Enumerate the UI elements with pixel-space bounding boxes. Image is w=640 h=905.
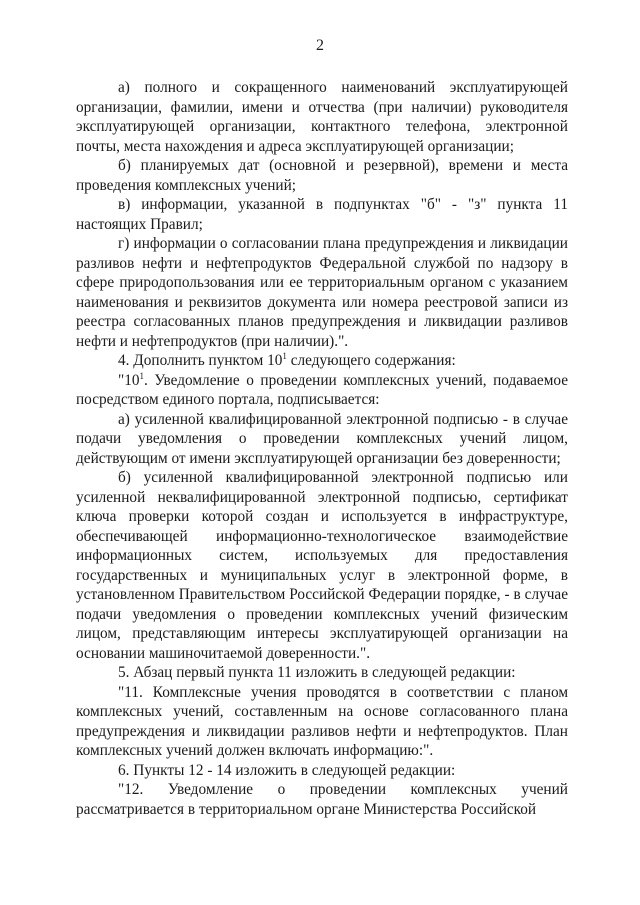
paragraph-item-5: 5. Абзац первый пункта 11 изложить в следующей редакции: [118, 664, 516, 681]
document-body [76, 78, 568, 819]
paragraph-point-12: "12. Уведомление о проведении комплексных учений рассматривается в территориальном органе Министерства Российской [76, 781, 568, 818]
paragraph-point-11: "11. Комплексные учения проводятся в соответствии с планом комплексных учений, составленным на основе согласованного плана предупреждения и ликвидации разливов нефти и нефтепродуктов. План комплексных учений должен включать информацию:". [76, 683, 568, 759]
paragraph-signature-a: а) усиленной квалифицированной электронной подписью - в случае подачи уведомления о проведении комплексных учений лицом, действующим от имени эксплуатирующей организации без доверенности; [76, 410, 568, 467]
paragraph-item-4 [76, 351, 568, 371]
item-4-text-start: 4. Дополнить пунктом 10 [118, 352, 283, 369]
page-number: 2 [316, 37, 324, 54]
paragraph-signature-b: б) усиленной квалифицированной электронной подписью или усиленной неквалифицированной электронной подписью, сертификат ключа проверки которой создан и используется в инфраструктуре, обеспечивающей информационно-технологическое взаимодействие информационных систем, используемых для предоставления государственных и муниципальных услуг в электронной форме, в установленном Правительством Российской Федерации порядке, - в случае подачи уведомления о проведении комплексных учений физическим лицом, представляющим интересы эксплуатирующей организации на основании машиночитаемой доверенности.". [76, 469, 568, 662]
point-10-1-text-start: "10 [118, 371, 140, 389]
point-10-1-text-end: . Уведомление о проведении комплексных учений, подаваемое посредством единого портала, подписывается: [76, 371, 568, 408]
paragraph-subitem-b-dates: б) планируемых дат (основной и резервной), времени и места проведения комплексных учений; [76, 157, 568, 194]
item-4-text-end: следующего содержания: [286, 352, 456, 369]
paragraph-item-6: 6. Пункты 12 - 14 изложить в следующей редакции: [118, 761, 456, 779]
paragraph-point-10-1 [76, 371, 568, 410]
paragraph-subitem-a-org-info: а) полного и сокращенного наименований эксплуатирующей организации, фамилии, имени и отчества (при наличии) руководителя эксплуатирующей организации, контактного телефона, электронной почты, места нахождения и адреса эксплуатирующей организации; [76, 79, 568, 155]
item-4-superscript: 1 [282, 350, 287, 361]
paragraph-subitem-g-plan-approval: г) информации о согласовании плана предупреждения и ликвидации разливов нефти и нефтепродуктов Федеральной службой по надзору в сфере природопользования или ее территориальным органом с указанием наименования и реквизитов документа или номера реестровой записи из реестра согласованных планов предупреждения и ликвидации разливов нефти и нефтепродуктов (при наличии).". [76, 235, 568, 350]
point-10-1-superscript: 1 [139, 370, 145, 381]
paragraph-subitem-v-info: в) информации, указанной в подпунктах "б" - "з" пункта 11 настоящих Правил; [76, 196, 568, 233]
